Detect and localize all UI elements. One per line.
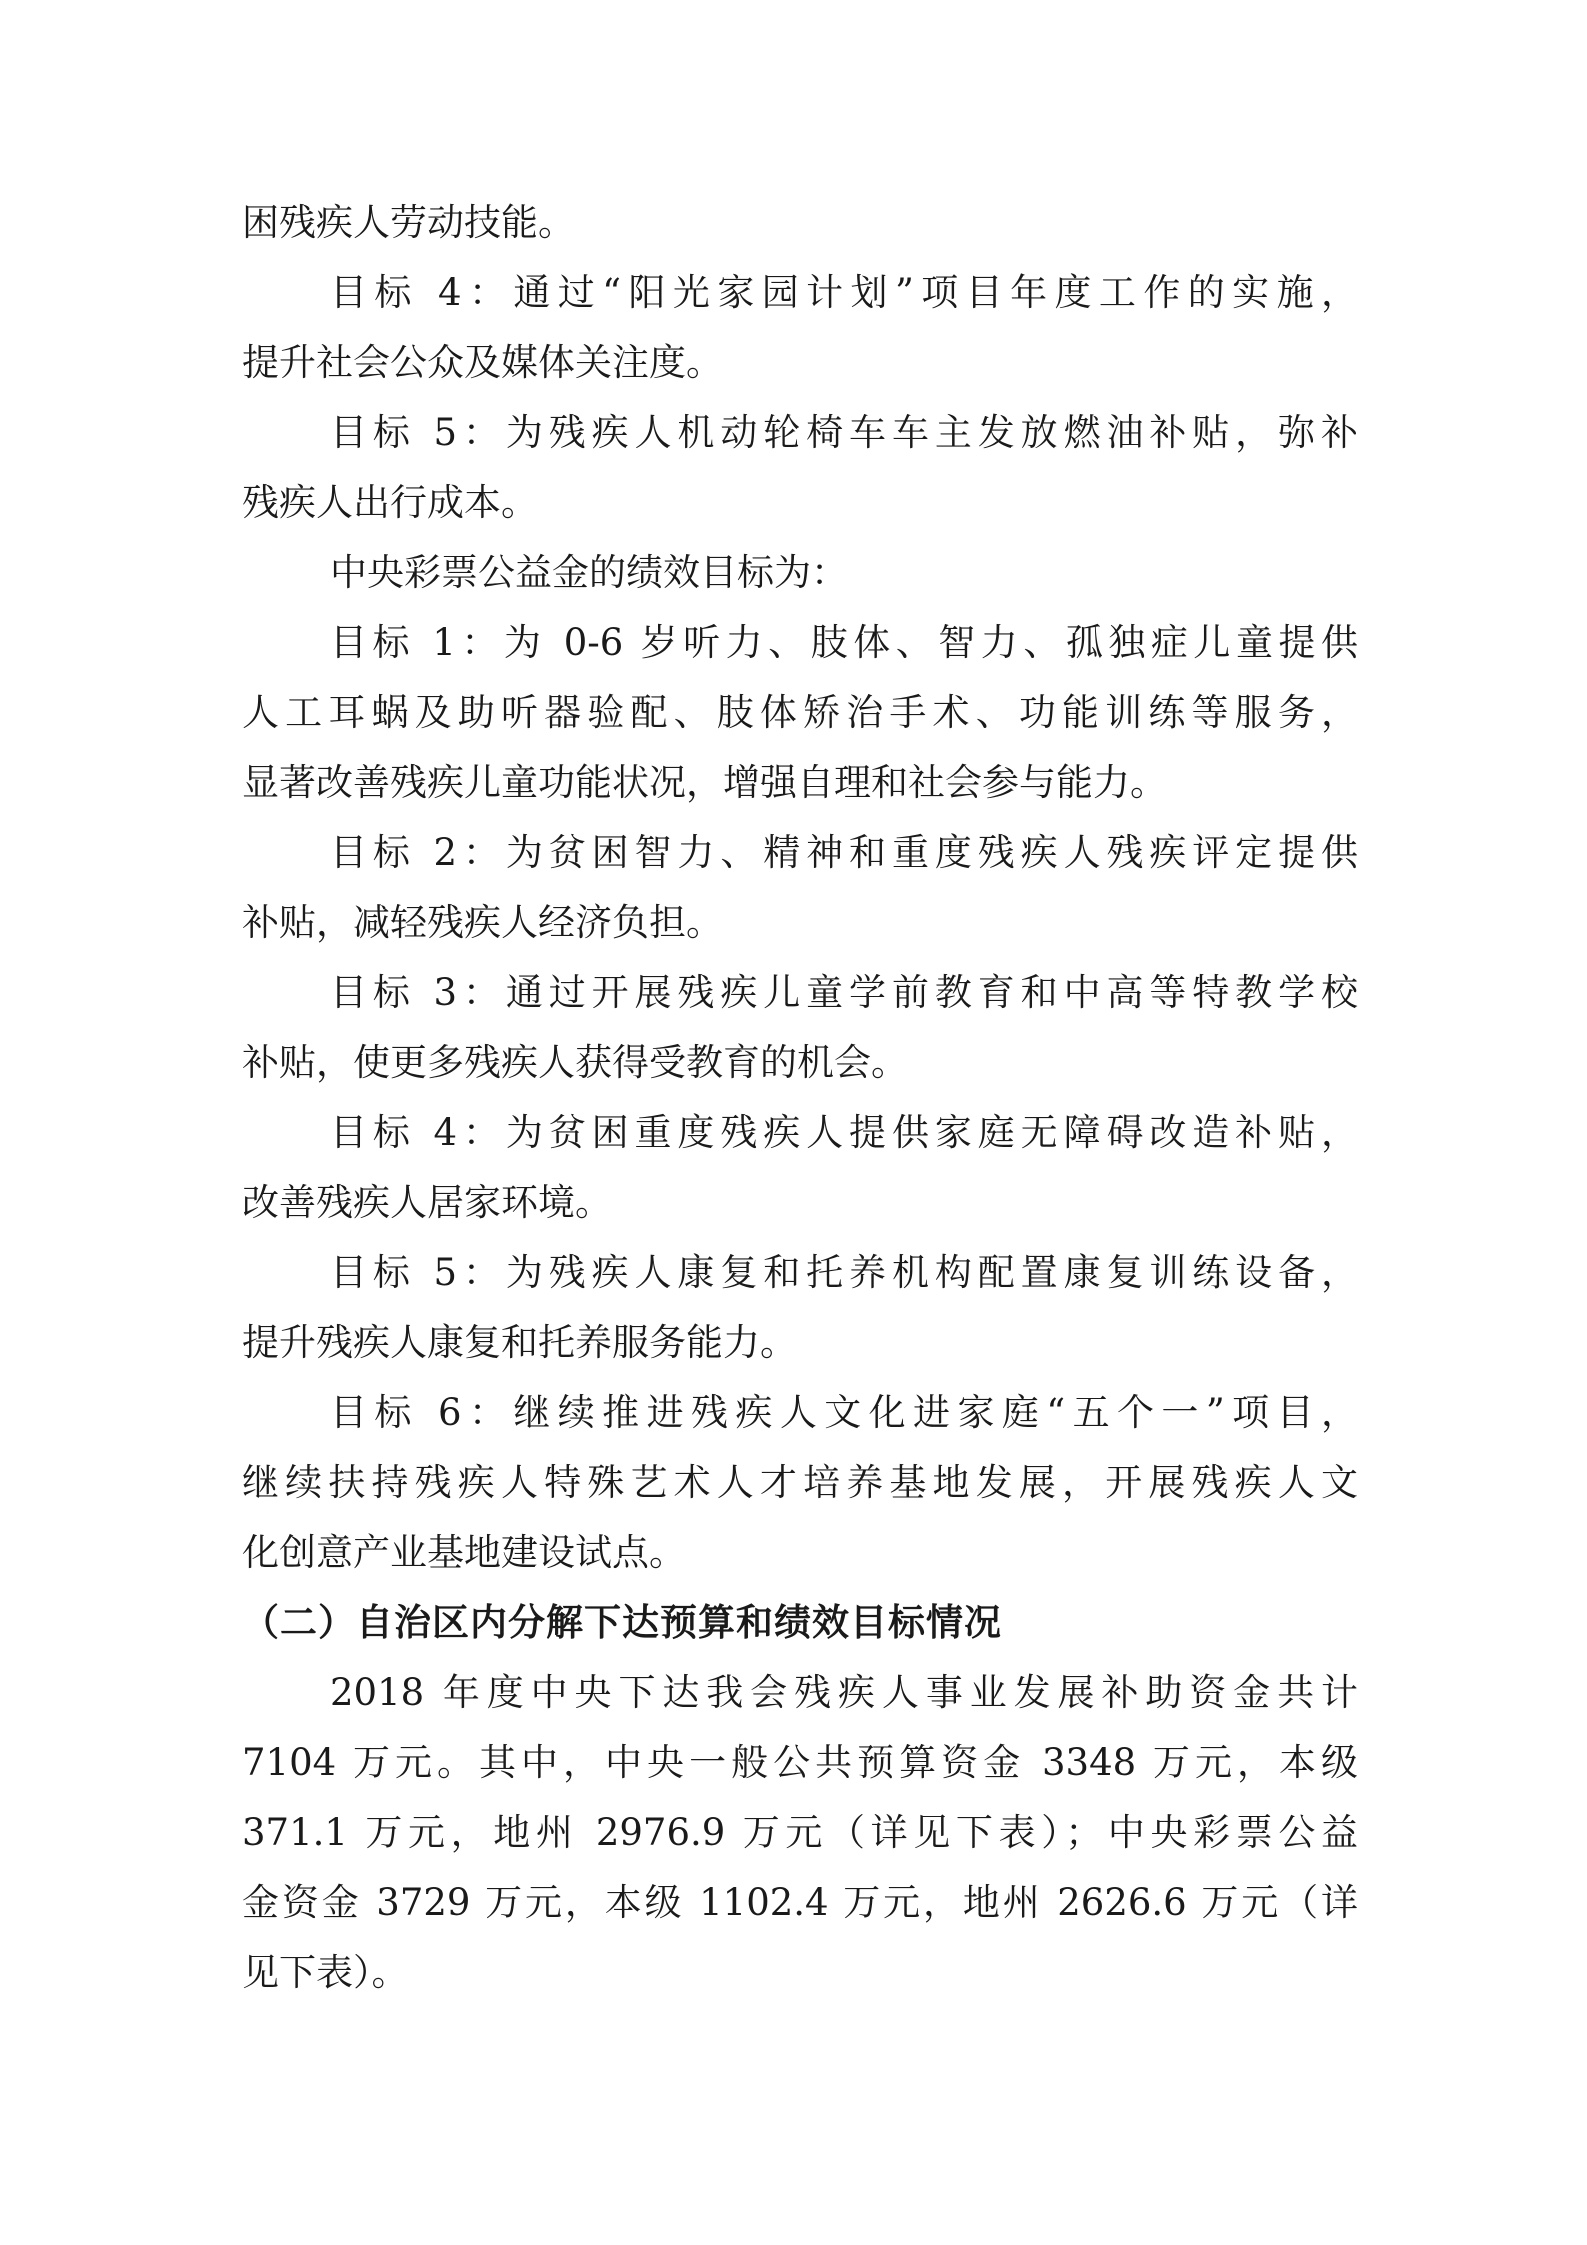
paragraph-line: 目标 3：通过开展残疾儿童学前教育和中高等特教学校 xyxy=(330,971,1358,1014)
paragraph-line: 中央彩票公益金的绩效目标为： xyxy=(330,551,848,594)
paragraph-line: 2018 年度中央下达我会残疾人事业发展补助资金共计 xyxy=(330,1671,1358,1714)
paragraph-line: 目标 2：为贫困智力、精神和重度残疾人残疾评定提供 xyxy=(330,831,1358,874)
paragraph-line: 提升社会公众及媒体关注度。 xyxy=(242,341,723,384)
paragraph-line: 补贴，使更多残疾人获得受教育的机会。 xyxy=(242,1041,908,1084)
paragraph-line: 残疾人出行成本。 xyxy=(242,481,538,524)
paragraph-line: 补贴，减轻残疾人经济负担。 xyxy=(242,901,723,944)
paragraph-line: 目标 5：为残疾人康复和托养机构配置康复训练设备， xyxy=(330,1251,1358,1294)
paragraph-line: 改善残疾人居家环境。 xyxy=(242,1181,612,1224)
paragraph-line: 困残疾人劳动技能。 xyxy=(242,201,575,244)
paragraph-line: 人工耳蜗及助听器验配、肢体矫治手术、功能训练等服务， xyxy=(242,691,1358,734)
paragraph-line: 目标 4：为贫困重度残疾人提供家庭无障碍改造补贴， xyxy=(330,1111,1358,1154)
section-heading: （二）自治区内分解下达预算和绩效目标情况 xyxy=(242,1601,1002,1644)
document-body xyxy=(242,188,1358,2008)
paragraph-line: 目标 1：为 0-6 岁听力、肢体、智力、孤独症儿童提供 xyxy=(330,621,1358,664)
paragraph-line: 继续扶持残疾人特殊艺术人才培养基地发展，开展残疾人文 xyxy=(242,1461,1358,1504)
paragraph-line: 371.1 万元，地州 2976.9 万元（详见下表）；中央彩票公益 xyxy=(242,1811,1358,1854)
paragraph-line: 目标 5：为残疾人机动轮椅车车主发放燃油补贴，弥补 xyxy=(330,411,1358,454)
paragraph-line: 提升残疾人康复和托养服务能力。 xyxy=(242,1321,797,1364)
paragraph-line: 目标 4：通过“阳光家园计划”项目年度工作的实施， xyxy=(330,271,1358,314)
paragraph-line: 目标 6：继续推进残疾人文化进家庭“五个一”项目， xyxy=(330,1391,1358,1434)
paragraph-line: 见下表）。 xyxy=(242,1951,409,1994)
paragraph-line: 显著改善残疾儿童功能状况，增强自理和社会参与能力。 xyxy=(242,761,1167,804)
paragraph-line: 7104 万元。其中，中央一般公共预算资金 3348 万元，本级 xyxy=(242,1741,1358,1784)
paragraph-line: 化创意产业基地建设试点。 xyxy=(242,1531,686,1574)
paragraph-line: 金资金 3729 万元，本级 1102.4 万元，地州 2626.6 万元（详 xyxy=(242,1881,1358,1924)
